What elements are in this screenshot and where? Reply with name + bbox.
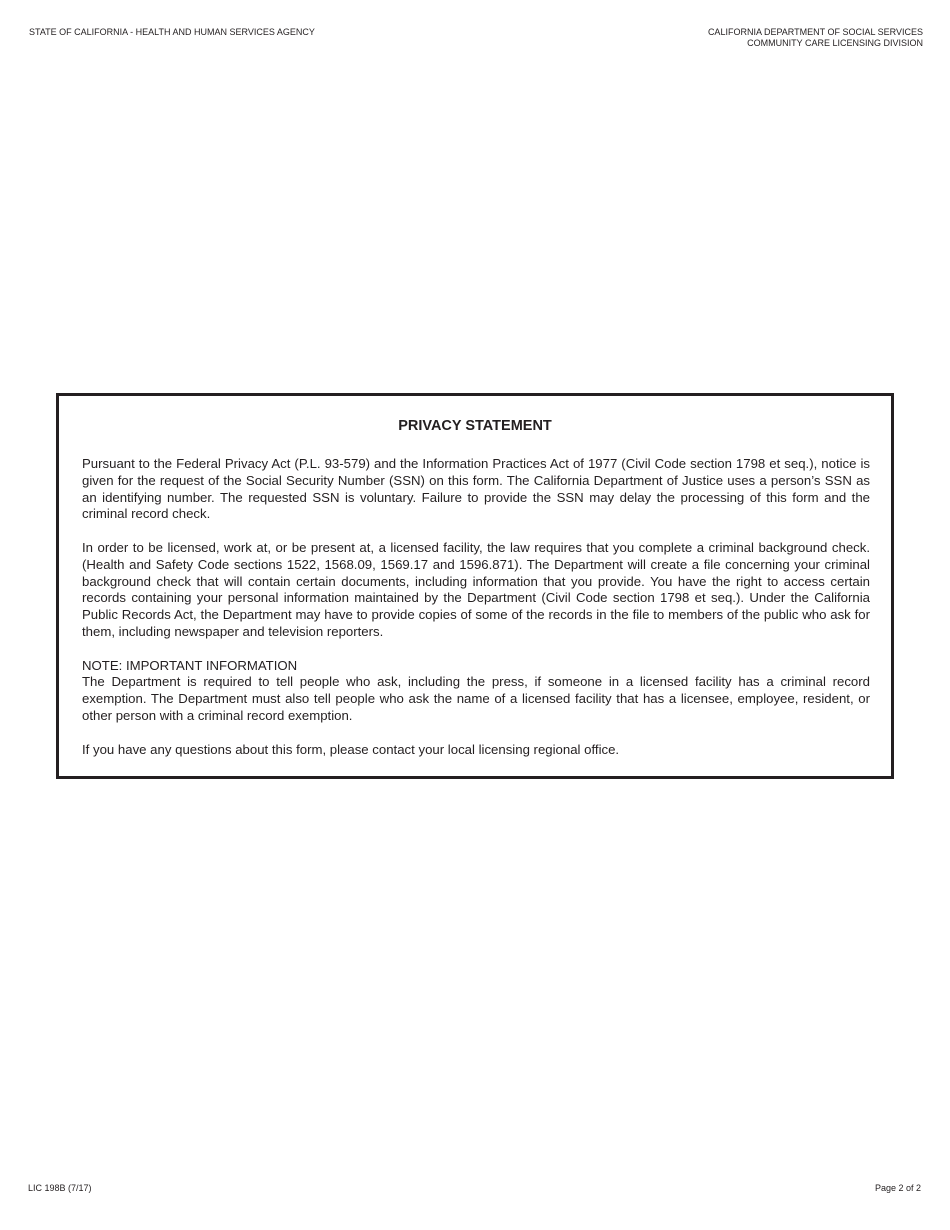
note-heading: NOTE: IMPORTANT INFORMATION — [82, 657, 298, 673]
privacy-paragraph-contact: If you have any questions about this form, please contact your local licensing regional office. — [82, 741, 620, 757]
agency-header: STATE OF CALIFORNIA - HEALTH AND HUMAN SERVICES AGENCY — [29, 27, 315, 37]
note-text: The Department is required to tell people who ask, including the press, if someone in a licensed facility has a criminal record exemption. The Department must also tell people who ask the name of a licensed facility that has a licensee, employee, resident, or other person with a criminal record exemption. — [82, 674, 870, 723]
privacy-note — [82, 658, 870, 725]
privacy-statement-body — [82, 456, 870, 758]
privacy-statement-box — [56, 393, 894, 779]
privacy-statement-title: PRIVACY STATEMENT — [398, 418, 552, 434]
page-number: Page 2 of 2 — [874, 1183, 921, 1193]
privacy-paragraph-ssn: Pursuant to the Federal Privacy Act (P.L. 93-579) and the Information Practices Act of 1977 (Civil Code section 1798 et seq.), notice is given for the request of the Social Security Number (SSN) on this form. The California Department of Justice uses a person’s SSN as an identifying number. The requested SSN is voluntary. Failure to provide the SSN may delay the processing of this form and the criminal record check. — [82, 456, 870, 522]
division-name: COMMUNITY CARE LICENSING DIVISION — [747, 38, 923, 48]
form-id: LIC 198B (7/17) — [28, 1183, 92, 1193]
privacy-paragraph-background-check: In order to be licensed, work at, or be present at, a licensed facility, the law requires that you complete a criminal background check. (Health and Safety Code sections 1522, 1568.09, 1569.17 and 1596.871). The Department will create a file concerning your criminal background check that will contain certain documents, including information that you provide. You have the right to access certain records containing your personal information maintained by the Department (Civil Code section 1798 et seq.). Under the California Public Records Act, the Department may have to provide copies of some of the records in the file to members of the public who ask for them, including newspaper and television reporters. — [82, 539, 870, 639]
department-name: CALIFORNIA DEPARTMENT OF SOCIAL SERVICES — [707, 27, 923, 37]
department-header — [708, 27, 923, 49]
